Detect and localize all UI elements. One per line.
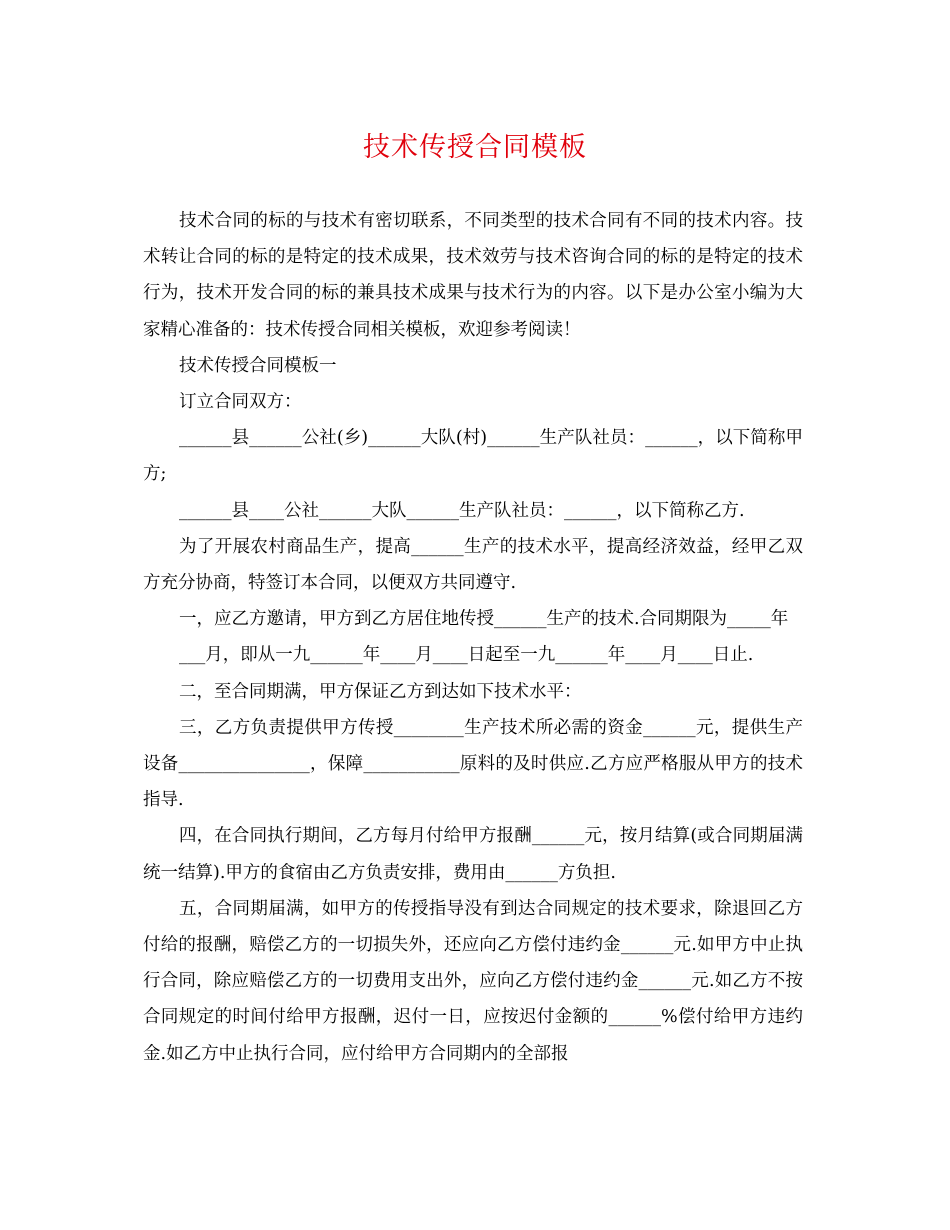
clause-one-period: ___月，即从一九______年____月____日起至一九______年____月____日止. [179,645,754,666]
clause-one: 一，应乙方邀请，甲方到乙方居住地传授______生产的技术.合同期限为_____年 [179,609,789,630]
parties-label: 订立合同双方： [179,392,302,413]
party-b-line: ______县____公社______大队______生产队社员：______，以下简称乙方. [179,500,745,521]
clause-two: 二，至合同期满，甲方保证乙方到达如下技术水平： [179,681,582,702]
intro-paragraph: 技术合同的标的与技术有密切联系，不同类型的技术合同有不同的技术内容。技术转让合同的标的是特定的技术成果，技术效劳与技术咨询合同的标的是特定的技术行为，技术开发合同的标的兼具技术成果与技术行为的内容。以下是办公室小编为大家精心准备的：技术传授合同相关模板，欢迎参考阅读！ [143,211,803,340]
document-title: 技术传授合同模板 [363,132,587,163]
clause-five: 五，合同期届满，如甲方的传授指导没有到达合同规定的技术要求，除退回乙方付给的报酬，赔偿乙方的一切损失外，还应向乙方偿付违约金______元.如甲方中止执行合同，除应赔偿乙方的一切费用支出外，应向乙方偿付违约金______元.如乙方不按合同规定的时间付给甲方报酬，迟付一日，应按迟付金额的______%偿付给甲方违约金.如乙方中止执行合同，应付给甲方合同期内的全部报 [143,898,803,1064]
clause-four: 四，在合同执行期间，乙方每月付给甲方报酬______元，按月结算(或合同期届满统一结算).甲方的食宿由乙方负责安排，费用由______方负担. [143,826,803,883]
clause-three: 三，乙方负责提供甲方传授________生产技术所必需的资金______元，提供生产设备_______________，保障___________原料的及时供应.乙方应严格服从甲方的技术指导. [143,717,803,811]
party-a-line: ______县______公社(乡)______大队(村)______生产队社员：______，以下简称甲方; [143,428,803,485]
section-heading: 技术传授合同模板一 [179,355,337,376]
purpose-paragraph: 为了开展农村商品生产，提高______生产的技术水平，提高经济效益，经甲乙双方充分协商，特签订本合同，以便双方共同遵守. [143,536,803,594]
document-body [143,203,803,1072]
